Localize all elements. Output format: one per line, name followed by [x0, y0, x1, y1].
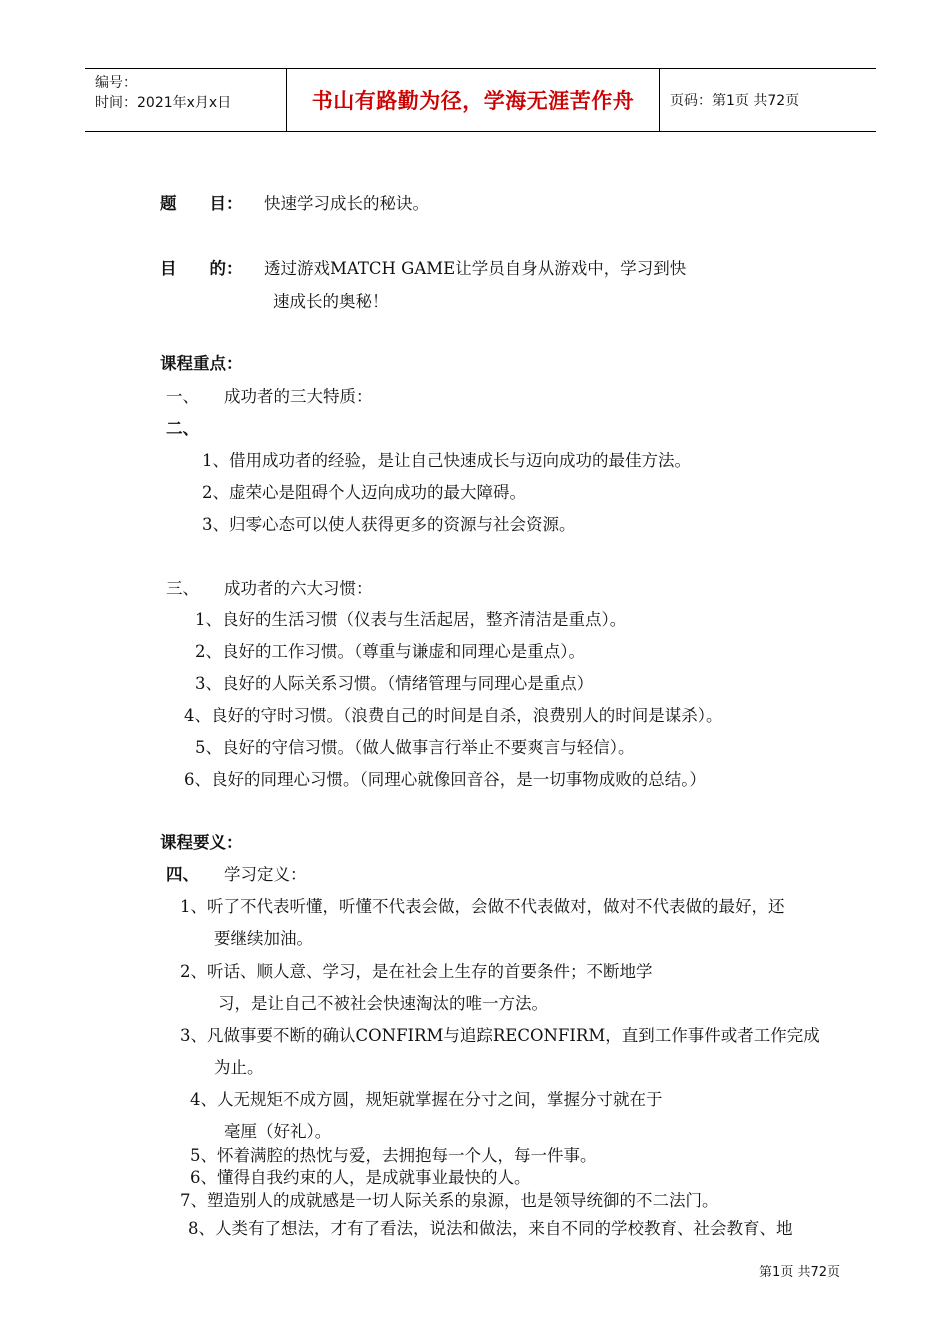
header-page-cell [660, 69, 876, 131]
section-3-title: 成功者的六大习惯： [224, 579, 373, 598]
list-item: 5、怀着满腔的热忱与爱，去拥抱每一个人，每一件事。 [190, 1146, 597, 1165]
essentials-heading: 课程要义： [160, 833, 243, 852]
header-left-cell [85, 69, 287, 131]
list-item: 1、借用成功者的经验，是让自己快速成长与迈向成功的最佳方法。 [202, 451, 691, 470]
list-item: 7、塑造别人的成就感是一切人际关系的泉源，也是领导统御的不二法门。 [180, 1191, 719, 1210]
section-1-num: 一、 [166, 387, 199, 406]
section-4-num: 四、 [166, 865, 199, 884]
purpose-text-cont: 速成长的奥秘！ [273, 292, 389, 311]
section-4-title: 学习定义： [224, 865, 307, 884]
time-label: 时间：2021年x月x日 [95, 95, 232, 111]
list-item-cont: 毫厘（好礼）。 [224, 1122, 332, 1141]
list-item: 3、归零心态可以使人获得更多的资源与社会资源。 [202, 515, 576, 534]
list-item-cont: 习，是让自己不被社会快速淘汰的唯一方法。 [218, 994, 548, 1013]
serial-label: 编号： [95, 75, 137, 91]
list-item: 3、凡做事要不断的确认CONFIRM与追踪RECONFIRM，直到工作事件或者工作完成 [180, 1026, 820, 1045]
list-item: 4、人无规矩不成方圆，规矩就掌握在分寸之间，掌握分寸就在于 [190, 1090, 663, 1109]
list-item: 2、听话、顺人意、学习，是在社会上生存的首要条件；不断地学 [180, 962, 653, 981]
section-1-title: 成功者的三大特质： [224, 387, 373, 406]
list-item: 6、懂得自我约束的人，是成就事业最快的人。 [190, 1168, 531, 1187]
list-item: 8、人类有了想法，才有了看法，说法和做法，来自不同的学校教育、社会教育、地 [188, 1219, 793, 1238]
title-label: 题 目： [160, 194, 243, 213]
list-item: 1、良好的生活习惯（仪表与生活起居，整齐清洁是重点）。 [195, 610, 627, 629]
key-points-heading: 课程重点： [160, 354, 243, 373]
list-item: 2、虚荣心是阻碍个人迈向成功的最大障碍。 [202, 483, 526, 502]
list-item: 3、良好的人际关系习惯。（情绪管理与同理心是重点） [195, 674, 594, 693]
page-info: 页码：第1页 共72页 [670, 93, 800, 109]
section-2-num: 二、 [166, 419, 199, 438]
list-item: 6、良好的同理心习惯。（同理心就像回音谷，是一切事物成败的总结。） [184, 770, 706, 789]
list-item: 5、良好的守信习惯。（做人做事言行举止不要爽言与轻信）。 [195, 738, 635, 757]
header-motto-cell [287, 69, 660, 131]
list-item-cont: 要继续加油。 [214, 929, 313, 948]
title-text: 快速学习成长的秘诀。 [264, 194, 429, 213]
list-item-cont: 为止。 [214, 1058, 264, 1077]
header-table [85, 68, 876, 132]
footer-page-number: 第1页 共72页 [759, 1265, 840, 1280]
section-3-num: 三、 [166, 579, 199, 598]
purpose-label: 目 的： [160, 259, 243, 278]
list-item: 2、良好的工作习惯。（尊重与谦虚和同理心是重点）。 [195, 642, 585, 661]
list-item: 4、良好的守时习惯。（浪费自己的时间是自杀，浪费别人的时间是谋杀）。 [184, 706, 723, 725]
purpose-text: 透过游戏MATCH GAME让学员自身从游戏中，学习到快 [264, 259, 687, 278]
motto-text: 书山有路勤为径，学海无涯苦作舟 [311, 89, 635, 113]
list-item: 1、听了不代表听懂，听懂不代表会做，会做不代表做对，做对不代表做的最好，还 [180, 897, 785, 916]
